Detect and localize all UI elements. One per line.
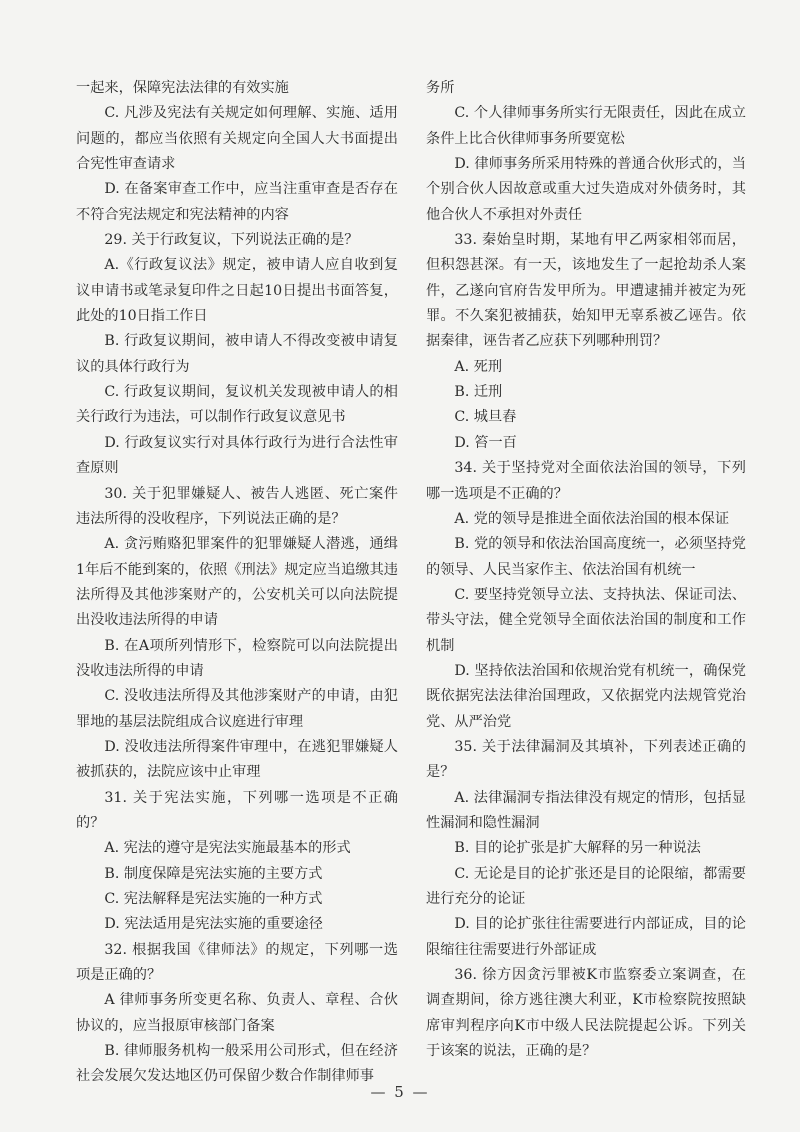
question-34: 34. 关于坚持党对全面依法治国的领导，下列哪一选项是不正确的？ xyxy=(426,460,746,502)
paragraph: D. 在备案审查工作中，应当注重审查是否存在不符合宪法规定和宪法精神的内容 xyxy=(76,181,398,223)
option-b: B. 律师服务机构一般采用公司形式，但在经济社会发展欠发达地区仍可保留少数合作制律师事 xyxy=(76,1043,398,1085)
option-b: B. 党的领导和依法治国高度统一，必须坚持党的领导、人民当家作主、依法治国有机统一 xyxy=(426,536,746,578)
option-b: B. 行政复议期间，被申请人不得改变被申请复议的具体行政行为 xyxy=(76,333,398,375)
option-c: C. 城旦舂 xyxy=(454,409,517,426)
question-32: 32. 根据我国《律师法》的规定，下列哪一选项是正确的？ xyxy=(76,941,398,984)
option-c: C. 无论是目的论扩张还是目的论限缩，都需要进行充分的论证 xyxy=(426,865,746,907)
option-d: D. 笞一百 xyxy=(454,434,517,451)
option-d: D. 坚持依法治国和依规治党有机统一，确保党既依据宪法法律治国理政，又依据党内法规管党治党、从严治党 xyxy=(426,662,746,730)
option-a: A. 党的领导是推进全面依法治国的根本保证 xyxy=(454,510,730,527)
option-d: D. 没收违法所得案件审理中，在逃犯罪嫌疑人被抓获的，法院应该中止审理 xyxy=(76,738,398,781)
option-a: A. 宪法的遵守是宪法实施最基本的形式 xyxy=(104,840,351,857)
question-30: 30. 关于犯罪嫌疑人、被告人逃匿、死亡案件违法所得的没收程序，下列说法正确的是？ xyxy=(76,485,398,527)
option-a: A 律师事务所变更名称、负责人、章程、合伙协议的，应当报原审核部门备案 xyxy=(76,992,398,1034)
option-c: C. 宪法解释是宪法实施的一种方式 xyxy=(104,891,323,907)
option-a: A.《行政复议法》规定，被申请人应自收到复议申请书或笔录复印件之日起10日提出书面答复，此处的10日指工作日 xyxy=(76,257,398,325)
paragraph: C. 凡涉及宪法有关规定如何理解、实施、适用问题的，都应当依照有关规定向全国人大书面提出合宪性审查请求 xyxy=(76,105,398,173)
question-29: 29. 关于行政复议，下列说法正确的是？ xyxy=(104,232,359,249)
option-b: B. 制度保障是宪法实施的主要方式 xyxy=(104,865,323,882)
left-column xyxy=(76,76,398,1090)
paragraph: 一起来，保障宪法法律的有效实施 xyxy=(76,80,289,96)
option-d: D. 宪法适用是宪法实施的重要途径 xyxy=(104,916,323,933)
paragraph: 务所 xyxy=(426,80,455,96)
option-b: B. 在A项所列情形下，检察院可以向法院提出没收违法所得的申请 xyxy=(76,637,398,679)
question-36: 36. 徐方因贪污罪被K市监察委立案调查，在调查期间，徐方逃往澳大利亚，K市检察院按照缺席审判程序向K市中级人民法院提起公诉。下列关于该案的说法，正确的是？ xyxy=(426,967,746,1060)
right-column xyxy=(426,76,746,1064)
option-c: C. 行政复议期间，复议机关发现被申请人的相关行政行为违法，可以制作行政复议意见书 xyxy=(76,384,398,426)
page-number: — 5 — xyxy=(370,1083,430,1101)
option-c: C. 没收违法所得及其他涉案财产的申请，由犯罪地的基层法院组成合议庭进行审理 xyxy=(76,688,398,730)
option-a: A. 贪污贿赂犯罪案件的犯罪嫌疑人潜逃，通缉1年后不能到案的，依照《刑法》规定应当追缴其违法所得及其他涉案财产的，公安机关可以向法院提出没收违法所得的申请 xyxy=(76,536,398,629)
option-c: C. 要坚持党领导立法、支持执法、保证司法、带头守法，健全党领导全面依法治国的制度和工作机制 xyxy=(426,586,746,654)
question-35: 35. 关于法律漏洞及其填补，下列表述正确的是？ xyxy=(426,738,746,781)
option-b: B. 目的论扩张是扩大解释的另一种说法 xyxy=(454,840,701,857)
question-33: 33. 秦始皇时期，某地有甲乙两家相邻而居，但积怨甚深。有一天，该地发生了一起抢劫杀人案件，乙遂向官府告发甲所为。甲遭逮捕并被定为死罪。不久案犯被捕获，始知甲无辜系被乙诬告。依据秦律，诬告者乙应获下列哪种刑罚？ xyxy=(426,232,746,350)
option-d: D. 律师事务所采用特殊的普通合伙形式的，当个别合伙人因故意或重大过失造成对外债务时，其他合伙人不承担对外责任 xyxy=(426,156,746,223)
option-a: A. 法律漏洞专指法律没有规定的情形，包括显性漏洞和隐性漏洞 xyxy=(426,789,746,831)
option-d: D. 行政复议实行对具体行政行为进行合法性审查原则 xyxy=(76,434,398,477)
option-d: D. 目的论扩张往往需要进行内部证成，目的论限缩往往需要进行外部证成 xyxy=(426,916,746,958)
option-b: B. 迁刑 xyxy=(454,384,503,401)
option-c: C. 个人律师事务所实行无限责任，因此在成立条件上比合伙律师事务所要宽松 xyxy=(426,105,746,147)
question-31: 31. 关于宪法实施，下列哪一选项是不正确的？ xyxy=(76,789,398,831)
option-a: A. 死刑 xyxy=(454,358,503,375)
